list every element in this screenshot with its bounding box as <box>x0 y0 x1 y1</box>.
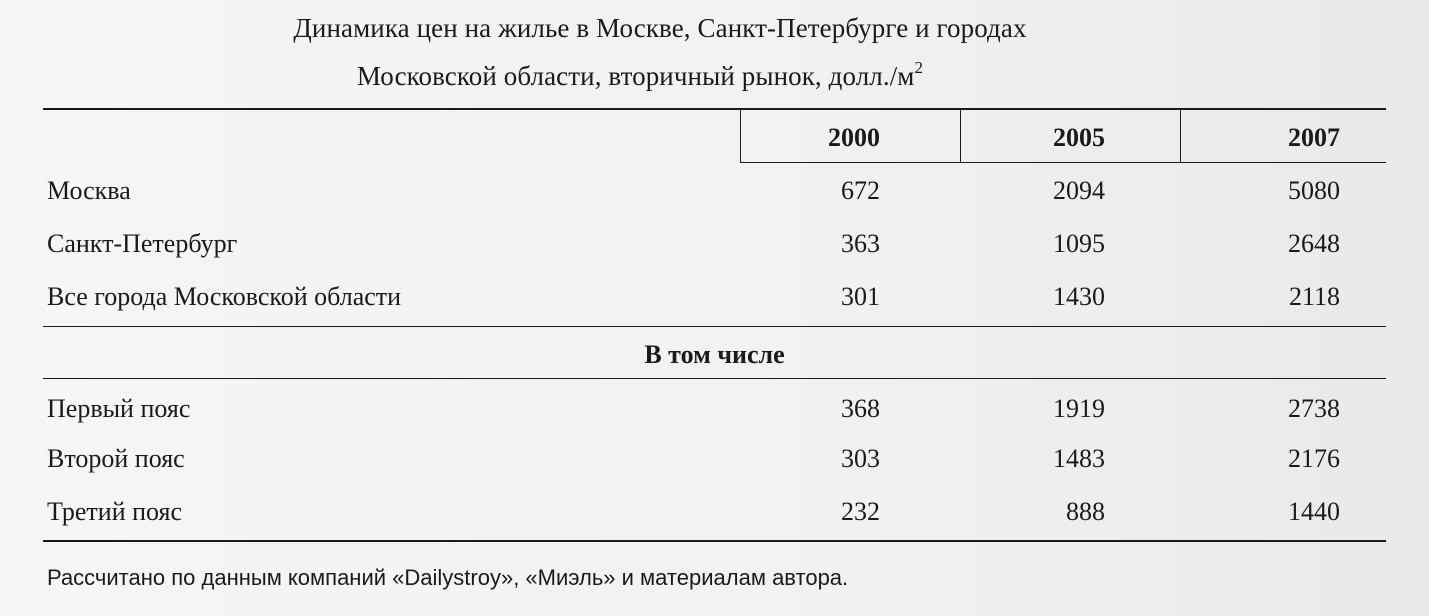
table-cell: 2648 <box>1288 229 1340 258</box>
table-cell: 1430 <box>1053 282 1105 311</box>
row-label-second-belt: Второй пояс <box>47 444 185 473</box>
table-cell: 5080 <box>1288 176 1340 205</box>
table-cell: 1919 <box>1053 394 1105 423</box>
column-header-2000: 2000 <box>828 123 880 152</box>
table-title-superscript: 2 <box>914 58 924 77</box>
row-label-first-belt: Первый пояс <box>47 394 191 423</box>
table-cell: 1483 <box>1053 444 1105 473</box>
section-rule-top <box>43 326 1386 327</box>
table-cell: 1095 <box>1053 229 1105 258</box>
header-bottom-rule <box>740 162 1386 163</box>
table-title-line-2 <box>90 50 1190 94</box>
row-label-third-belt: Третий пояс <box>47 497 183 526</box>
table-cell: 1440 <box>1288 497 1340 526</box>
row-label-moscow-region: Все города Московской области <box>47 282 402 311</box>
table-cell: 2094 <box>1053 176 1105 205</box>
row-label-moscow: Москва <box>47 176 131 205</box>
table-title-line-2-text: Московской области, вторичный рынок, долл./м <box>356 61 915 91</box>
table-cell: 672 <box>841 176 880 205</box>
table-cell: 368 <box>841 394 880 423</box>
row-label-spb: Санкт-Петербург <box>47 229 238 258</box>
table-cell: 303 <box>841 444 880 473</box>
table-cell: 2176 <box>1288 444 1340 473</box>
table-top-rule <box>43 108 1386 110</box>
section-rule-bottom <box>43 378 1386 379</box>
table-title-line-1: Динамика цен на жилье в Москве, Санкт-Петербурге и городах <box>293 13 1027 43</box>
table-cell: 2118 <box>1288 282 1340 311</box>
section-subheader: В том числе <box>644 340 785 369</box>
table-bottom-rule <box>43 540 1386 542</box>
table-cell: 888 <box>1066 497 1105 526</box>
table-cell: 301 <box>841 282 880 311</box>
source-note: Рассчитано по данным компаний «Dailystroy», «Миэль» и материалам автора. <box>47 565 849 590</box>
table-cell: 2738 <box>1288 394 1340 423</box>
column-header-2007: 2007 <box>1288 123 1340 152</box>
column-header-2005: 2005 <box>1053 123 1105 152</box>
table-cell: 232 <box>841 497 880 526</box>
table-cell: 363 <box>841 229 880 258</box>
